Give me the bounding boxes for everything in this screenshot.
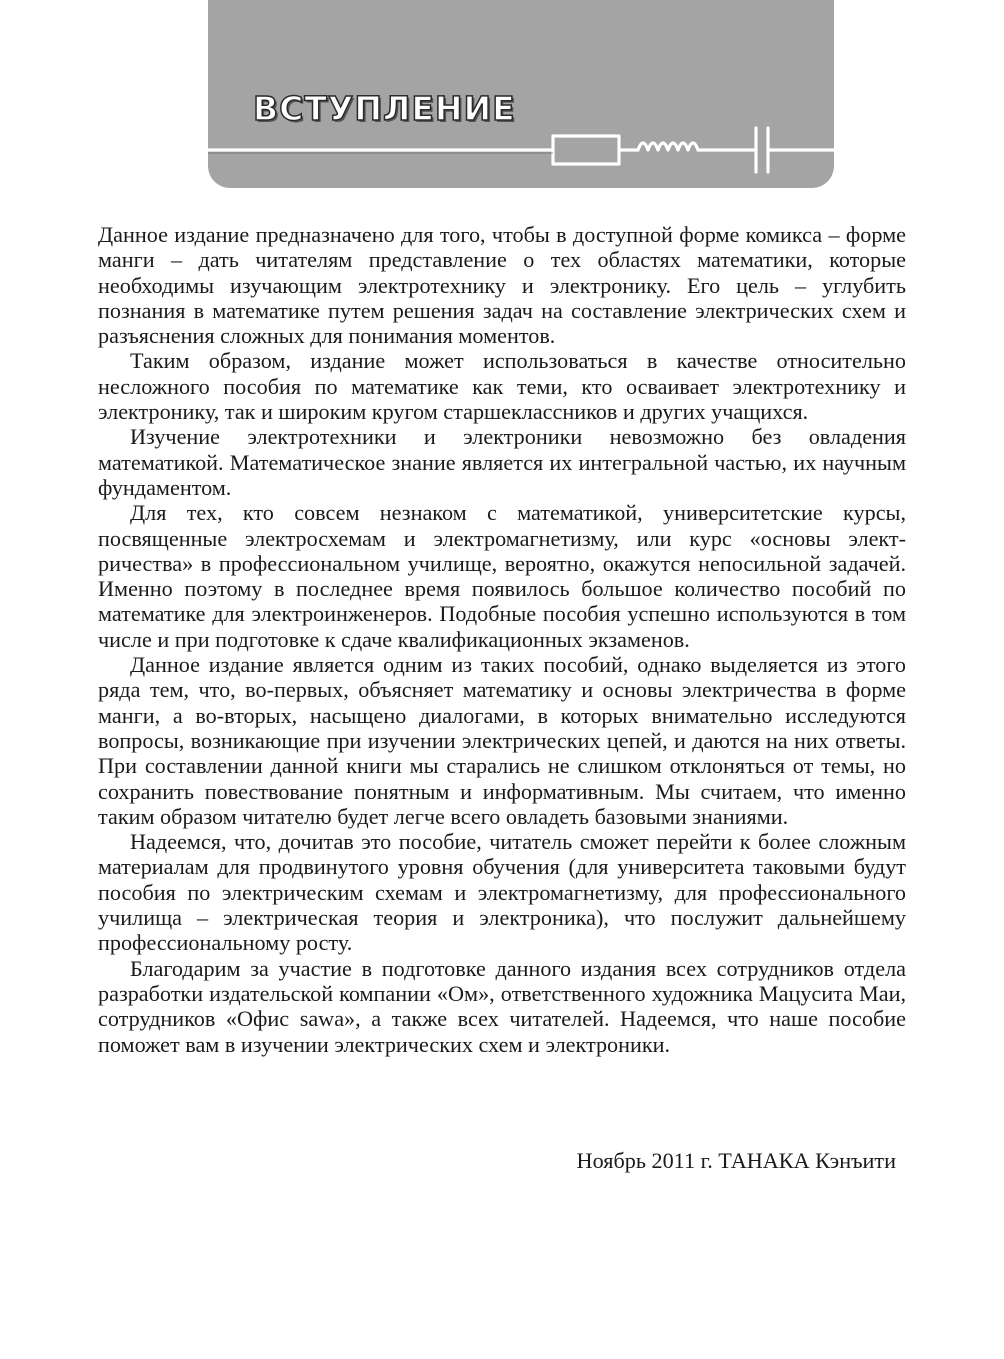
body-text	[98, 222, 906, 1057]
paragraph: Данное издание является одним из таких пособий, однако выделяется из этого ряда тем, что, во-первых, объясняет математику и основы электричества в форме манги, а во-вторых, насыщено диалогами, в которых внимательно исследуются вопросы, возникающие при изучении электрических цепей, и даются на них ответы. При составлении данной книги мы старались не слишком отклоняться от темы, но сохранить повествование понятным и информативным. Мы считаем, что именно таким образом читателю будет легче всего овладеть базовыми знаниями.	[98, 652, 906, 829]
paragraph: Данное издание предназначено для того, чтобы в доступной форме комикса – форме манги – дать читателям представление о тех областях математики, которые необходимы изучающим электротехнику и электронику. Его цель – углубить познания в математике путем решения задач на составление электрических схем и разъяснения сложных для понимания моментов.	[98, 222, 906, 349]
paragraph: Для тех, кто совсем незнаком с математикой, университетские курсы, посвященные электросхемам и электромагнетизму, или курс «основы электричества» в профессиональном училище, вероятно, окажутся непосильной задачей. Именно поэтому в последнее время появилось большое количество пособий по математике для электроинженеров. Подобные пособия успешно используются в том числе и при подготовке к сдаче квалификационных экзаменов.	[98, 500, 906, 652]
page-title: ВСТУПЛЕНИЕ	[253, 89, 516, 128]
paragraph: Благодарим за участие в подготовке данного издания всех сотрудников отдела разработки издательской компании «Ом», ответственного художника Мацусита Маи, сотрудников «Офис sawa», а также всех читателей. Надеемся, что наше пособие поможет вам в изучении электрических схем и электроники.	[98, 955, 906, 1057]
paragraph: Изучение электротехники и электроники невозможно без овладения математикой. Математическое знание является их интегральной частью, их научным фундаментом.	[98, 424, 906, 500]
author-signature: Ноябрь 2011 г. ТАНАКА Кэнъити	[576, 1148, 896, 1173]
paragraph: Надеемся, что, дочитав это пособие, читатель сможет перейти к более сложным материалам для продвинутого уровня обучения (для университета таковыми будут пособия по электрическим схемам и электромагнетизму, для профессионального училища – электрическая теория и электроника), что послужит дальнейшему профессиональному росту.	[98, 829, 906, 956]
paragraph: Таким образом, издание может использоваться в качестве относительно несложного пособия по математике как теми, кто осваивает электротехнику и электронику, так и широким кругом старшеклассников и других учащихся.	[98, 348, 906, 425]
